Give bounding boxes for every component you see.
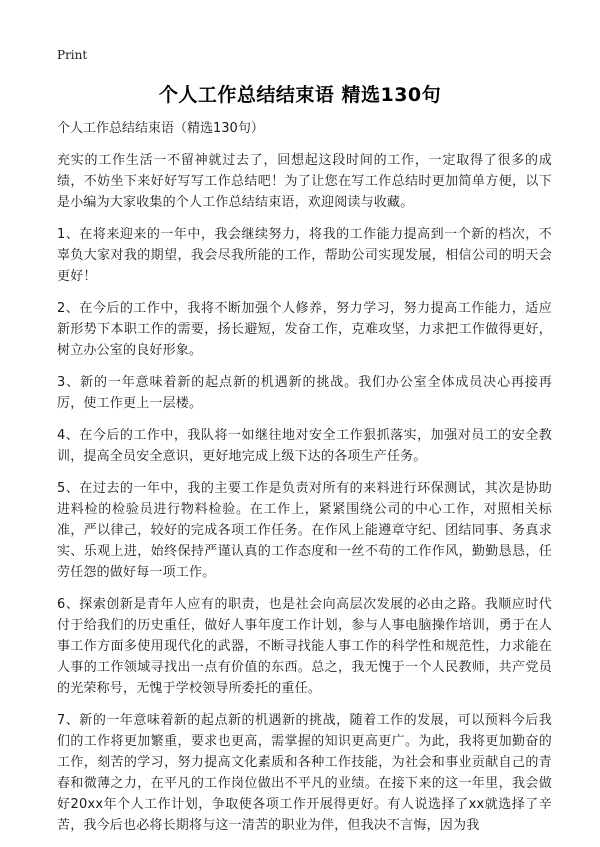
list-item: 6、探索创新是青年人应有的职责，也是社会向高层次发展的必由之路。我顺应时代付于给我们的历史重任，做好人事年度工作计划，参与人事电脑操作培训，勇于在人事工作方面多使用现代化的武器，不断寻找能人事工作的科学性和规范性，力求能在人事的工作领域寻找出一点有价值的东西。总之，我无愧于一个人民教师，共产党员的光荣称号，无愧于学校领导所委托的重任。: [57, 597, 552, 696]
list-item: 5、在过去的一年中，我的主要工作是负责对所有的来料进行环保测试，其次是协助进料检的检验员进行物料检验。在工作上，紧紧围绕公司的中心工作，对照相关标准，严以律己，较好的完成各项工作任务。在作风上能遵章守纪、团结同事、务真求实、乐观上进，始终保持严谨认真的工作态度和一丝不苟的工作作风，勤勤恳恳，任劳任怨的做好每一项工作。: [57, 481, 552, 580]
print-link[interactable]: Print: [57, 48, 88, 62]
document-body: [57, 118, 552, 847]
document-subtitle: 个人工作总结结束语（精选130句）: [57, 121, 264, 136]
intro-paragraph: 充实的工作生活一不留神就过去了，回想起这段时间的工作，一定取得了很多的成绩，不妨坐下来好好写写工作总结吧！为了让您在写工作总结时更加简单方便，以下是小编为大家收集的个人工作总结结束语，欢迎阅读与收藏。: [57, 153, 552, 210]
list-item: 4、在今后的工作中，我队将一如继往地对安全工作狠抓落实，加强对员工的安全教训，提高全员安全意识，更好地完成上级下达的各项生产任务。: [57, 428, 552, 464]
list-item: 3、新的一年意味着新的起点新的机遇新的挑战。我们办公室全体成员决心再接再厉，使工作更上一层楼。: [57, 375, 552, 411]
document-title: 个人工作总结结束语 精选130句: [158, 84, 442, 106]
list-item: 2、在今后的工作中，我将不断加强个人修养，努力学习，努力提高工作能力，适应新形势下本职工作的需要，扬长避短，发奋工作，克难攻坚，力求把工作做得更好，树立办公室的良好形象。: [57, 301, 552, 358]
list-item: 7、新的一年意味着新的起点新的机遇新的挑战，随着工作的发展，可以预料今后我们的工作将更加繁重，要求也更高，需掌握的知识更高更广。为此，我将更加勤奋的工作，刻苦的学习，努力提高文化素质和各种工作技能，为社会和事业贡献自己的青春和微薄之力，在平凡的工作岗位做出不平凡的业绩。在接下来的这一年里，我会做好20xx年个人工作计划，争取使各项工作开展得更好。有人说选择了xx就选择了辛苦，我今后也必将长期将与这一清苦的职业为伴，但我决不言悔，因为我: [57, 713, 552, 833]
list-item: 1、在将来迎来的一年中，我会继续努力，将我的工作能力提高到一个新的档次，不辜负大家对我的期望，我会尽我所能的工作，帮助公司实现发展，相信公司的明天会更好！: [57, 227, 552, 284]
